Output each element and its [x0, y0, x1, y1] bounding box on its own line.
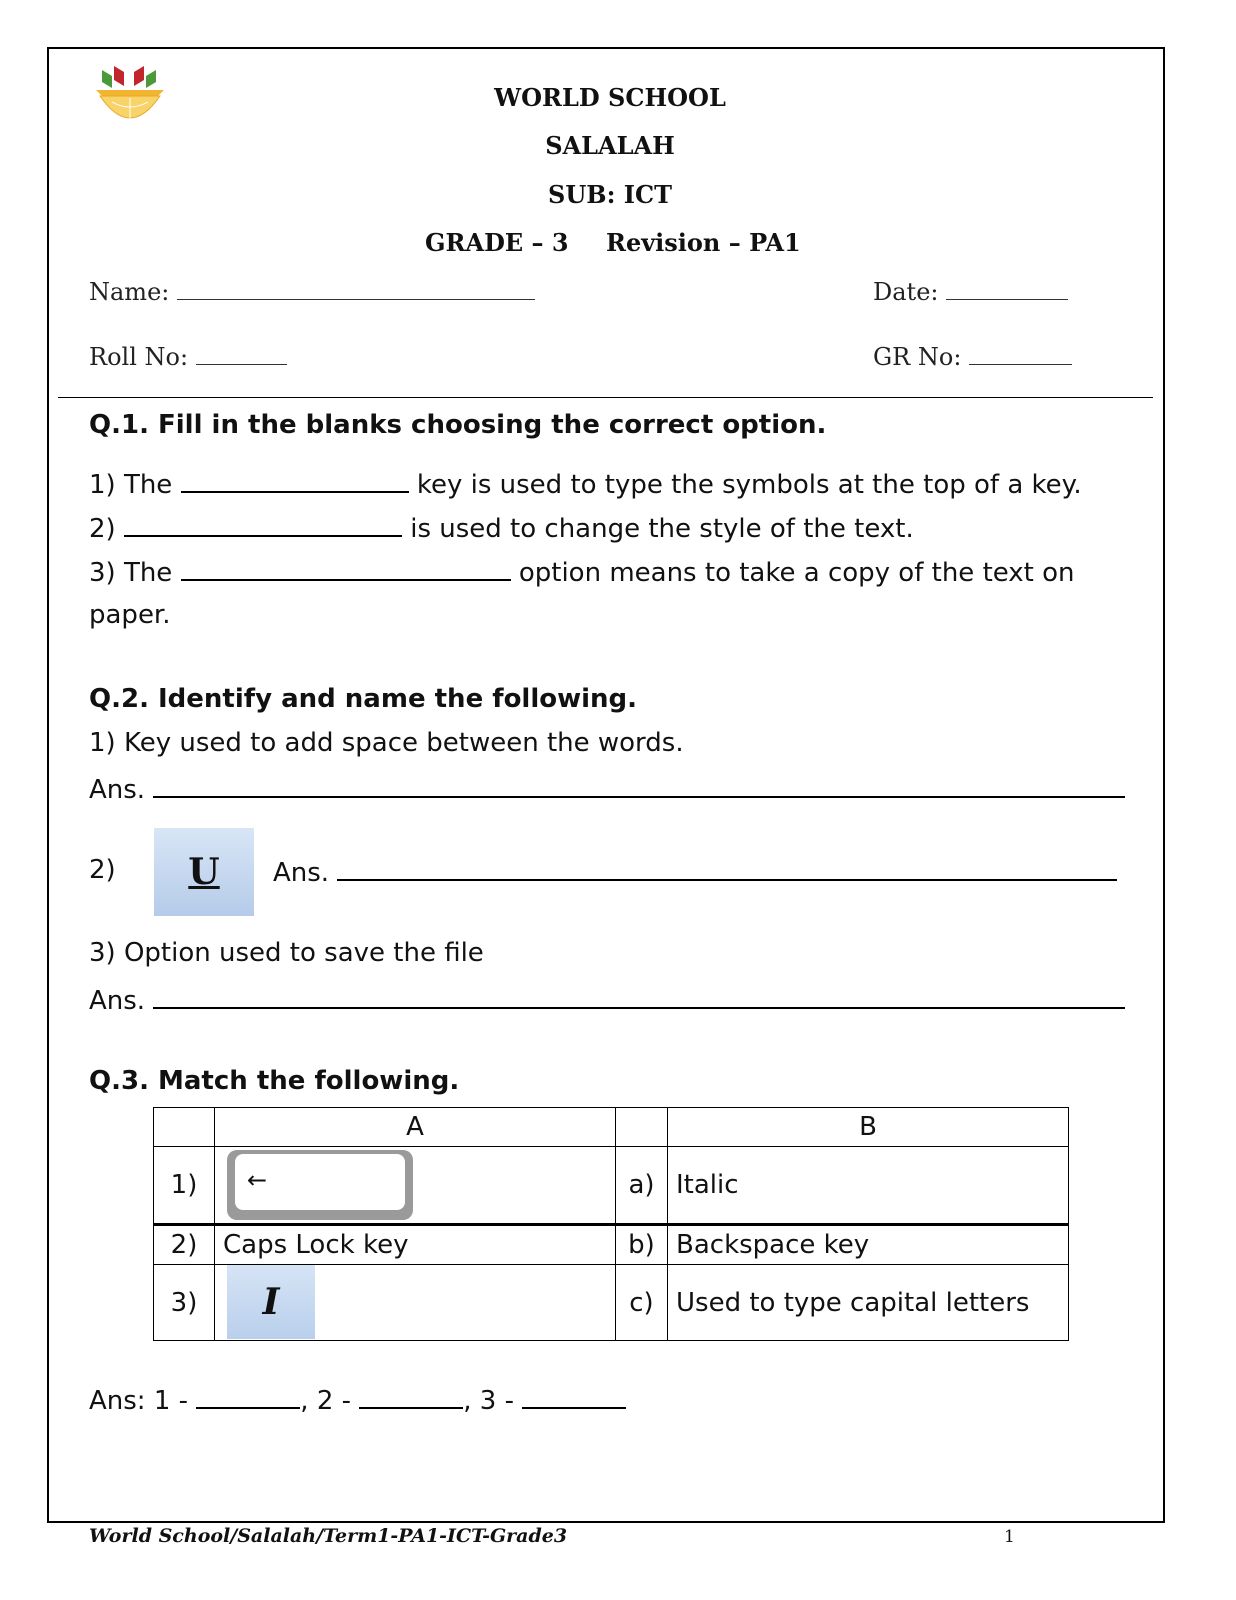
row-letter: c): [616, 1265, 668, 1341]
name-field[interactable]: [177, 277, 535, 300]
table-row: [154, 1147, 1069, 1225]
underline-icon: [154, 828, 254, 916]
page-number: 1: [1004, 1527, 1015, 1547]
q1-item1-post: key is used to type the symbols at the top of a key.: [416, 470, 1082, 500]
q2-item3: 3) Option used to save the file: [89, 938, 484, 968]
gr-no-label: GR No:: [873, 343, 962, 371]
header-divider: [58, 397, 1153, 398]
table-row: [154, 1225, 1069, 1265]
school-name: WORLD SCHOOL: [494, 83, 726, 112]
subject: SUB: ICT: [548, 180, 672, 209]
q1-item3-post: option means to take a copy of the text on: [518, 558, 1075, 588]
q2-ans1-line[interactable]: [153, 772, 1125, 798]
column-b-header: B: [668, 1108, 1069, 1147]
backspace-arrow: ←: [247, 1166, 268, 1194]
roll-no-field[interactable]: [196, 342, 287, 365]
q1-item2-post: is used to change the style of the text.: [410, 514, 914, 544]
q2-ans1-label: Ans.: [89, 775, 146, 805]
q1-item3-continuation: paper.: [89, 600, 171, 630]
column-a-header: A: [215, 1108, 616, 1147]
q2-title: Q.2. Identify and name the following.: [89, 684, 638, 714]
match-option-b: Used to type capital letters: [668, 1265, 1069, 1341]
q2-ans3-label: Ans.: [89, 986, 146, 1016]
q2-ans2-line[interactable]: [337, 855, 1117, 881]
q3-ans3-line[interactable]: [522, 1383, 626, 1409]
school-city: SALALAH: [545, 131, 675, 160]
q3-ans3-label: , 3 -: [463, 1386, 514, 1416]
q2-item2: 2): [89, 855, 116, 885]
q1-item2-pre: 2): [89, 514, 116, 544]
table-row: [154, 1265, 1069, 1341]
q1-title: Q.1. Fill in the blanks choosing the correct option.: [89, 410, 827, 440]
row-letter: b): [616, 1225, 668, 1265]
match-option-b: Italic: [668, 1147, 1069, 1225]
q2-ans3-line[interactable]: [153, 983, 1125, 1009]
q2-item1: 1) Key used to add space between the words.: [89, 728, 684, 758]
backspace-key-icon: [227, 1150, 413, 1220]
row-number: 1): [154, 1147, 215, 1225]
q1-blank-1[interactable]: [181, 467, 409, 493]
date-label: Date:: [873, 278, 939, 306]
italic-glyph: I: [262, 1281, 280, 1323]
q3-ans2-label: , 2 -: [300, 1386, 352, 1416]
row-number: 3): [154, 1265, 215, 1341]
q1-blank-3[interactable]: [181, 555, 511, 581]
q1-item1-pre: 1) The: [89, 470, 173, 500]
roll-no-label: Roll No:: [89, 343, 189, 371]
q1-item3-pre: 3) The: [89, 558, 173, 588]
gr-no-field[interactable]: [969, 342, 1072, 365]
match-item-a: Caps Lock key: [215, 1225, 616, 1265]
q3-ans2-line[interactable]: [359, 1383, 463, 1409]
match-table: [153, 1107, 1069, 1341]
q1-blank-2[interactable]: [124, 511, 402, 537]
q2-ans2-label: Ans.: [273, 858, 330, 888]
match-option-b: Backspace key: [668, 1225, 1069, 1265]
italic-icon: [227, 1265, 315, 1339]
q3-ans-label: Ans: 1 -: [89, 1386, 189, 1416]
row-letter: a): [616, 1147, 668, 1225]
footer-path: World School/Salalah/Term1-PA1-ICT-Grade3: [89, 1525, 568, 1547]
name-label: Name:: [89, 278, 170, 306]
q3-title: Q.3. Match the following.: [89, 1066, 460, 1096]
date-field[interactable]: [946, 277, 1068, 300]
revision: Revision – PA1: [606, 228, 801, 257]
row-number: 2): [154, 1225, 215, 1265]
underline-icon-glyph: U: [188, 851, 220, 893]
grade: GRADE – 3: [425, 228, 569, 257]
q3-ans1-line[interactable]: [196, 1383, 300, 1409]
